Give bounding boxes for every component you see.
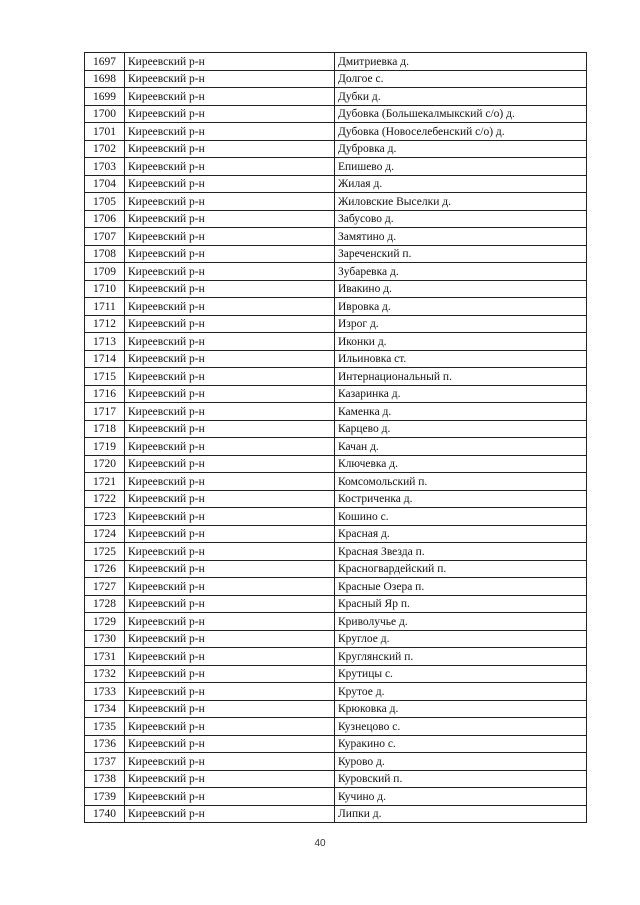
settlement-cell: Красные Озера п. [335,578,587,596]
district-cell: Киреевский р-н [125,368,335,386]
table-row [85,123,587,141]
row-number-cell: 1733 [85,683,125,701]
district-cell: Киреевский р-н [125,665,335,683]
district-cell: Киреевский р-н [125,403,335,421]
settlement-cell: Иконки д. [335,333,587,351]
row-number-cell: 1727 [85,578,125,596]
settlement-cell: Липки д. [335,805,587,823]
settlement-cell: Ключевка д. [335,455,587,473]
row-number-cell: 1709 [85,263,125,281]
row-number-cell: 1735 [85,718,125,736]
district-cell: Киреевский р-н [125,543,335,561]
district-cell: Киреевский р-н [125,105,335,123]
district-cell: Киреевский р-н [125,350,335,368]
row-number-cell: 1734 [85,700,125,718]
settlement-cell: Крутицы с. [335,665,587,683]
table-row [85,228,587,246]
row-number-cell: 1722 [85,490,125,508]
settlement-cell: Круглое д. [335,630,587,648]
district-cell: Киреевский р-н [125,123,335,141]
settlement-cell: Кучино д. [335,788,587,806]
district-cell: Киреевский р-н [125,193,335,211]
district-cell: Киреевский р-н [125,420,335,438]
row-number-cell: 1731 [85,648,125,666]
settlement-cell: Красный Яр п. [335,595,587,613]
table-row [85,455,587,473]
table-row [85,770,587,788]
row-number-cell: 1701 [85,123,125,141]
table-row [85,753,587,771]
table-row [85,595,587,613]
district-cell: Киреевский р-н [125,70,335,88]
row-number-cell: 1719 [85,438,125,456]
table-row [85,88,587,106]
table-row [85,298,587,316]
row-number-cell: 1730 [85,630,125,648]
district-cell: Киреевский р-н [125,298,335,316]
table-row [85,490,587,508]
district-cell: Киреевский р-н [125,53,335,71]
table-row [85,613,587,631]
settlement-cell: Качан д. [335,438,587,456]
table-row [85,630,587,648]
row-number-cell: 1712 [85,315,125,333]
settlement-cell: Комсомольский п. [335,473,587,491]
table-row [85,735,587,753]
district-cell: Киреевский р-н [125,158,335,176]
district-cell: Киреевский р-н [125,805,335,823]
settlement-cell: Красногвардейский п. [335,560,587,578]
row-number-cell: 1726 [85,560,125,578]
settlement-cell: Изрог д. [335,315,587,333]
table-row [85,403,587,421]
row-number-cell: 1723 [85,508,125,526]
district-cell: Киреевский р-н [125,210,335,228]
district-cell: Киреевский р-н [125,508,335,526]
row-number-cell: 1706 [85,210,125,228]
table-row [85,193,587,211]
settlement-cell: Зареченский п. [335,245,587,263]
table-row [85,70,587,88]
settlement-cell: Замятино д. [335,228,587,246]
district-cell: Киреевский р-н [125,280,335,298]
row-number-cell: 1732 [85,665,125,683]
table-row [85,508,587,526]
district-cell: Киреевский р-н [125,245,335,263]
table-row [85,473,587,491]
district-cell: Киреевский р-н [125,455,335,473]
district-cell: Киреевский р-н [125,683,335,701]
table-row [85,368,587,386]
settlement-cell: Кошино с. [335,508,587,526]
settlement-cell: Зубаревка д. [335,263,587,281]
row-number-cell: 1739 [85,788,125,806]
district-cell: Киреевский р-н [125,648,335,666]
settlement-cell: Епишево д. [335,158,587,176]
row-number-cell: 1737 [85,753,125,771]
row-number-cell: 1702 [85,140,125,158]
settlement-cell: Ивровка д. [335,298,587,316]
table-row [85,543,587,561]
settlement-cell: Дмитриевка д. [335,53,587,71]
district-cell: Киреевский р-н [125,385,335,403]
table-row [85,683,587,701]
row-number-cell: 1705 [85,193,125,211]
district-cell: Киреевский р-н [125,770,335,788]
row-number-cell: 1718 [85,420,125,438]
table-row [85,525,587,543]
row-number-cell: 1728 [85,595,125,613]
district-cell: Киреевский р-н [125,438,335,456]
row-number-cell: 1708 [85,245,125,263]
settlement-cell: Долгое с. [335,70,587,88]
district-cell: Киреевский р-н [125,490,335,508]
row-number-cell: 1717 [85,403,125,421]
row-number-cell: 1721 [85,473,125,491]
district-cell: Киреевский р-н [125,578,335,596]
table-row [85,350,587,368]
settlement-cell: Карцево д. [335,420,587,438]
row-number-cell: 1714 [85,350,125,368]
row-number-cell: 1711 [85,298,125,316]
table-row [85,385,587,403]
table-row [85,263,587,281]
settlements-table [84,52,587,823]
district-cell: Киреевский р-н [125,735,335,753]
district-cell: Киреевский р-н [125,175,335,193]
table-row [85,420,587,438]
row-number-cell: 1725 [85,543,125,561]
settlement-cell: Костриченка д. [335,490,587,508]
row-number-cell: 1738 [85,770,125,788]
district-cell: Киреевский р-н [125,595,335,613]
table-row [85,560,587,578]
settlement-cell: Дубовка (Новоселебенский с/о) д. [335,123,587,141]
settlement-cell: Каменка д. [335,403,587,421]
row-number-cell: 1704 [85,175,125,193]
table-row [85,210,587,228]
district-cell: Киреевский р-н [125,315,335,333]
table-row [85,315,587,333]
row-number-cell: 1700 [85,105,125,123]
table-row [85,175,587,193]
table-row [85,665,587,683]
district-cell: Киреевский р-н [125,88,335,106]
table-row [85,53,587,71]
district-cell: Киреевский р-н [125,753,335,771]
settlement-cell: Красная д. [335,525,587,543]
settlement-cell: Дубки д. [335,88,587,106]
settlement-cell: Куровский п. [335,770,587,788]
table-row [85,805,587,823]
row-number-cell: 1697 [85,53,125,71]
settlement-cell: Курово д. [335,753,587,771]
settlement-cell: Забусово д. [335,210,587,228]
table-row [85,158,587,176]
district-cell: Киреевский р-н [125,718,335,736]
settlement-cell: Ивакино д. [335,280,587,298]
row-number-cell: 1698 [85,70,125,88]
settlement-cell: Ильиновка ст. [335,350,587,368]
table-row [85,578,587,596]
district-cell: Киреевский р-н [125,473,335,491]
row-number-cell: 1724 [85,525,125,543]
row-number-cell: 1713 [85,333,125,351]
table-row [85,438,587,456]
row-number-cell: 1710 [85,280,125,298]
settlement-cell: Криволучье д. [335,613,587,631]
table-row [85,700,587,718]
table-row [85,105,587,123]
page-number: 40 [314,838,326,849]
district-cell: Киреевский р-н [125,140,335,158]
row-number-cell: 1707 [85,228,125,246]
settlement-cell: Дубовка (Большекалмыкский с/о) д. [335,105,587,123]
district-cell: Киреевский р-н [125,630,335,648]
settlement-cell: Жилая д. [335,175,587,193]
district-cell: Киреевский р-н [125,333,335,351]
settlement-cell: Крутое д. [335,683,587,701]
table-body [85,53,587,823]
row-number-cell: 1715 [85,368,125,386]
district-cell: Киреевский р-н [125,228,335,246]
table-row [85,648,587,666]
settlement-cell: Казаринка д. [335,385,587,403]
district-cell: Киреевский р-н [125,525,335,543]
row-number-cell: 1699 [85,88,125,106]
district-cell: Киреевский р-н [125,560,335,578]
settlement-cell: Интернациональный п. [335,368,587,386]
settlement-cell: Крюковка д. [335,700,587,718]
settlement-cell: Жиловские Выселки д. [335,193,587,211]
table-row [85,788,587,806]
table-row [85,280,587,298]
table-row [85,245,587,263]
district-cell: Киреевский р-н [125,788,335,806]
settlement-cell: Дубровка д. [335,140,587,158]
row-number-cell: 1736 [85,735,125,753]
settlement-cell: Круглянский п. [335,648,587,666]
settlement-cell: Красная Звезда п. [335,543,587,561]
district-cell: Киреевский р-н [125,700,335,718]
row-number-cell: 1703 [85,158,125,176]
settlement-cell: Кузнецово с. [335,718,587,736]
row-number-cell: 1729 [85,613,125,631]
table-row [85,140,587,158]
table-row [85,718,587,736]
row-number-cell: 1720 [85,455,125,473]
row-number-cell: 1716 [85,385,125,403]
settlement-cell: Куракино с. [335,735,587,753]
row-number-cell: 1740 [85,805,125,823]
district-cell: Киреевский р-н [125,613,335,631]
district-cell: Киреевский р-н [125,263,335,281]
table-row [85,333,587,351]
